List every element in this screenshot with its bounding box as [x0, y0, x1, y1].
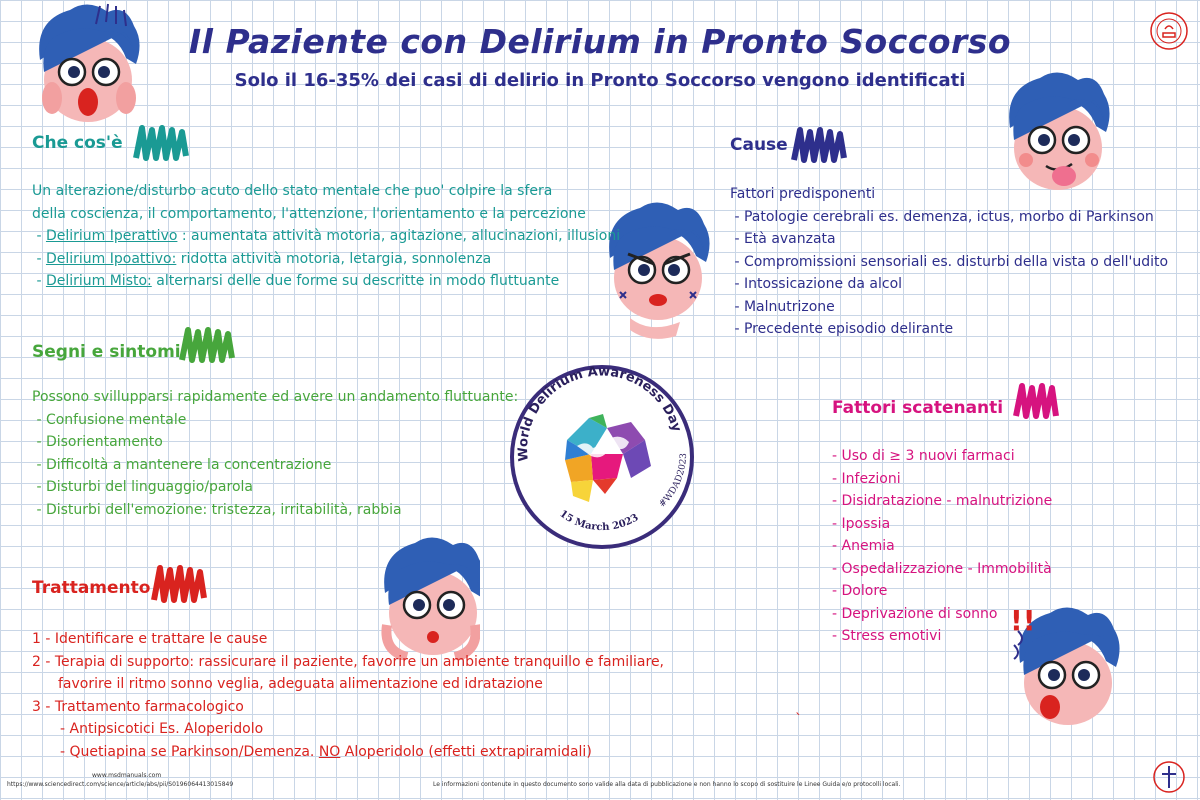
list-item: favorire il ritmo sonno veglia, adeguata alimentazione ed idratazione: [58, 676, 543, 692]
scribble-red-icon: [150, 560, 216, 606]
list-item: - Infezioni: [832, 470, 901, 487]
decor-mark: `: [795, 712, 802, 728]
section-title-trattamento: Trattamento: [32, 578, 151, 598]
exclamation-icon: !!: [1010, 604, 1036, 637]
tongue-face-icon: [1000, 70, 1120, 195]
trattamento-body: [32, 628, 664, 763]
list-item: - Difficoltà a mantenere la concentrazione: [32, 456, 332, 473]
che-cose-body: [32, 180, 620, 293]
che-cose-line: Un alterazione/disturbo acuto dello stato mentale che puo' colpire la sfera: [32, 183, 553, 199]
list-item: - Deprivazione di sonno: [832, 605, 998, 622]
item-desc: aumentata attività motoria, agitazione, allucinazioni, illusioni: [191, 228, 621, 244]
section-title-scatenanti: Fattori scatenanti: [832, 398, 1004, 418]
che-cose-item: - Delirium Ipoattivo: ridotta attività motoria, letargia, sonnolenza: [32, 250, 492, 267]
scribble-teal-icon: [132, 122, 192, 164]
list-item: - Ipossia: [832, 515, 891, 532]
item-term: Delirium Iperattivo: [45, 228, 178, 244]
section-title-che-cose: Che cos'è: [32, 133, 123, 153]
che-cose-line: della coscienza, il comportamento, l'attenzione, l'orientamento e la percezione: [32, 205, 586, 222]
item-term: Delirium Misto:: [45, 273, 152, 289]
item-term: Delirium Ipoattivo:: [45, 250, 177, 267]
list-item: - Precedente episodio delirante: [730, 321, 954, 337]
list-item: - Patologie cerebrali es. demenza, ictus, morbo di Parkinson: [730, 208, 1154, 225]
list-item: - Quetiapina se Parkinson/Demenza. NO Aloperidolo (effetti extrapiramidali): [60, 743, 592, 760]
scribble-pink-icon: [1012, 380, 1068, 422]
che-cose-item: - Delirium Misto: alternarsi delle due forme su descritte in modo fluttuante: [32, 273, 560, 289]
segni-body: [32, 386, 518, 521]
page-title: Il Paziente con Delirium in Pronto Soccorso: [188, 22, 1012, 61]
section-title-segni: Segni e sintomi: [32, 342, 181, 362]
section-title-cause: Cause: [730, 135, 788, 155]
item-desc: alternarsi delle due forme su descritte in modo fluttuante: [156, 273, 560, 289]
footer-source-2[interactable]: https://www.sciencedirect.com/science/article/abs/pii/S0196064413015849: [7, 781, 234, 788]
list-item: - Stress emotivi: [832, 628, 942, 644]
list-item: - Disorientamento: [32, 434, 163, 450]
list-item: - Disturbi dell'emozione: tristezza, irritabilità, rabbia: [32, 501, 402, 518]
wdad-badge: [507, 362, 697, 552]
che-cose-item: - Delirium Iperattivo : aumentata attività motoria, agitazione, allucinazioni, illusioni: [32, 228, 621, 244]
list-item: 1 - Identificare e trattare le cause: [32, 631, 268, 647]
badge-ring-text: World Delirium Awareness Day: [515, 364, 684, 462]
page-subtitle: Solo il 16-35% dei casi di delirio in Pronto Soccorso vengono identificati: [234, 70, 966, 91]
list-item: - Antipsicotici Es. Aloperidolo: [60, 721, 264, 737]
list-item: - Disidratazione - malnutrizione: [832, 493, 1053, 509]
scribble-green-icon: [178, 322, 244, 366]
list-item: - Ospedalizzazione - Immobilità: [832, 560, 1052, 577]
cause-body: [730, 183, 1168, 341]
shocked-face-icon: [30, 2, 140, 122]
badge-hashtag: #WDAD2023: [657, 452, 690, 510]
list-item: - Anemia: [832, 538, 895, 554]
logo-icon: [1148, 10, 1190, 52]
emblem-icon: [1152, 760, 1186, 794]
list-item: - Età avanzata: [730, 231, 836, 247]
list-item: - Intossicazione da alcol: [730, 276, 903, 292]
scatenanti-body: [832, 445, 1052, 648]
segni-intro: Possono svillupparsi rapidamente ed avere un andamento fluttuante:: [32, 389, 519, 405]
list-item: - Confusione mentale: [32, 411, 187, 428]
footer-disclaimer: Le informazioni contenute in questo documento sono valide alla data di pubblicazione e non hanno lo scopo di sostituire le Linee Guida e/o protocolli locali.: [433, 781, 901, 788]
list-item: 2 - Terapia di supporto: rassicurare il paziente, favorire un ambiente tranquillo e familiare,: [32, 653, 665, 670]
list-item: - Dolore: [832, 583, 888, 599]
scribble-navy-icon: [790, 122, 854, 166]
footer-source-1[interactable]: www.msdmanuals.com: [92, 772, 162, 779]
list-item: - Uso di ≥ 3 nuovi farmaci: [832, 448, 1015, 464]
badge-date: 15 March 2023: [557, 508, 641, 534]
list-item: - Malnutrizone: [730, 298, 835, 315]
cause-intro: Fattori predisponenti: [730, 186, 876, 202]
list-item: 3 - Trattamento farmacologico: [32, 698, 244, 715]
list-item: - Compromissioni sensoriali es. disturbi della vista o dell'udito: [730, 253, 1169, 270]
item-desc: ridotta attività motoria, letargia, sonnolenza: [180, 250, 492, 267]
list-item: - Disturbi del linguaggio/parola: [32, 479, 253, 495]
